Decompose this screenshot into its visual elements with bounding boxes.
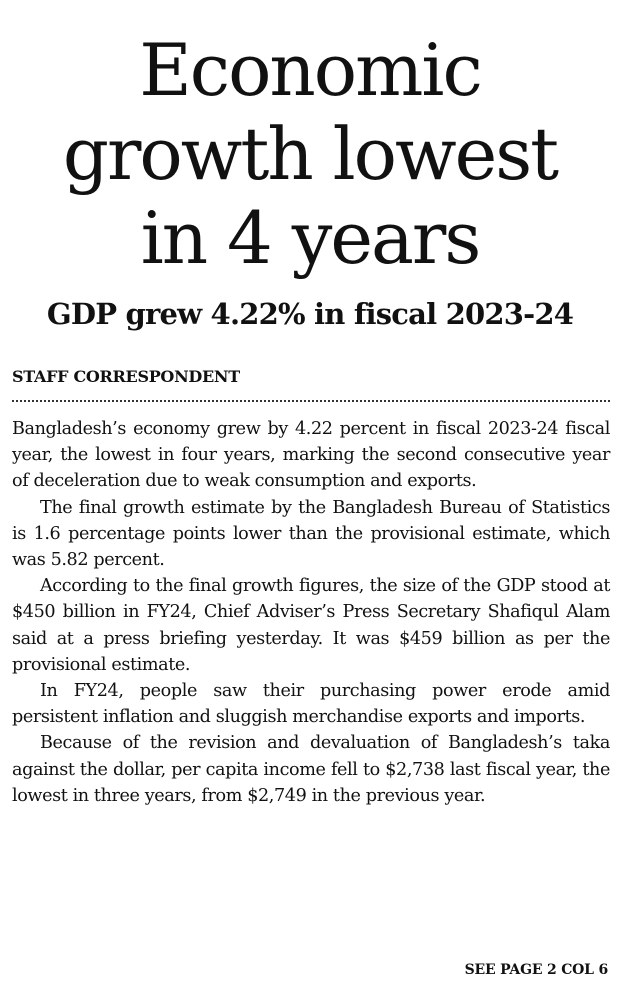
body-paragraph: Because of the revision and devaluation of Bangladesh’s taka against the dollar, per capita income fell to $2,738 last fiscal year, the lowest in three years, from $2,749 in the previous year. xyxy=(12,733,610,806)
continuation-jump-line: SEE PAGE 2 COL 6 xyxy=(464,962,608,978)
headline-line: growth lowest xyxy=(62,112,558,196)
byline: STAFF CORRESPONDENT xyxy=(12,367,240,386)
headline-line: in 4 years xyxy=(140,196,480,280)
headline xyxy=(0,28,620,280)
body-paragraph: According to the final growth figures, the size of the GDP stood at $450 billion in FY24, Chief Adviser’s Press Secretary Shafiqul Alam said at a press briefing yesterday. It was $459 billion as per the provisional estimate. xyxy=(12,576,610,675)
body-paragraph: Bangladesh’s economy grew by 4.22 percent in fiscal 2023-24 fiscal year, the lowest in four years, marking the second consecutive year of deceleration due to weak consumption and exports. xyxy=(12,419,610,492)
dotted-divider xyxy=(12,400,610,402)
headline-line: Economic xyxy=(139,28,481,112)
subheadline: GDP grew 4.22% in fiscal 2023-24 xyxy=(46,297,574,331)
article-body xyxy=(12,416,610,809)
body-paragraph: The final growth estimate by the Bangladesh Bureau of Statistics is 1.6 percentage points lower than the provisional estimate, which was 5.82 percent. xyxy=(12,497,610,571)
body-paragraph: In FY24, people saw their purchasing power erode amid persistent inflation and sluggish merchandise exports and imports. xyxy=(12,681,610,728)
